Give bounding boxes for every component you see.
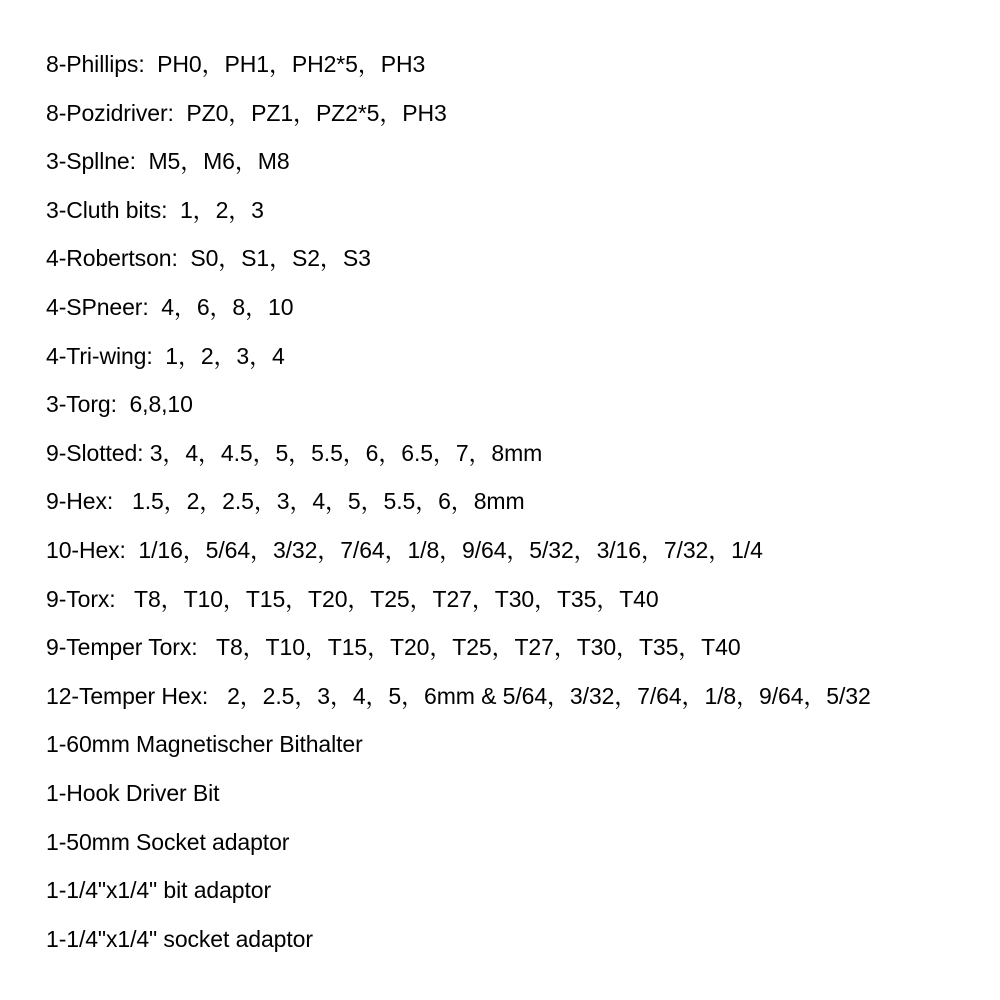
tri-wing-line: 4-Tri-wing: 1，2，3，4	[46, 342, 285, 369]
phillips-line: 8-Phillips: PH0，PH1，PH2*5，PH3	[46, 51, 426, 77]
slotted-line: 9-Slotted: 3，4，4.5，5，5.5，6，6.5，7，8mm	[46, 439, 543, 466]
hex-metric-line: 9-Hex: 1.5，2，2.5，3，4，5，5.5，6，8mm	[46, 488, 525, 515]
hex-imperial-line: 10-Hex: 1/16，5/64，3/32，7/64，1/8，9/64，5/32，3/16，7/32，1/4	[46, 536, 763, 563]
torq-line: 3-Torg: 6,8,10	[46, 391, 193, 418]
clutch-bits-line: 3-Cluth bits: 1，2，3	[46, 196, 264, 223]
tamper-hex-line: 12-Temper Hex: 2，2.5，3，4，5，6mm & 5/64，3/32，7/64，1/8，9/64，5/32	[46, 682, 871, 709]
robertson-line: 4-Robertson: S0，S1，S2，S3	[46, 245, 371, 272]
socket-adaptor-50mm-line: 1-50mm Socket adaptor	[46, 828, 290, 855]
hook-driver-bit-line: 1-Hook Driver Bit	[46, 779, 220, 806]
socket-adaptor-line: 1-1/4"x1/4" socket adaptor	[46, 925, 313, 952]
tamper-torx-line: 9-Temper Torx: T8，T10，T15，T20，T25，T27，T30，T35，T40	[46, 634, 741, 661]
spline-line: 3-Spllne: M5，M6，M8	[46, 148, 290, 175]
pozidriver-line: 8-Pozidriver: PZ0，PZ1，PZ2*5，PH3	[46, 99, 447, 126]
spanner-line: 4-SPneer: 4，6，8，10	[46, 293, 294, 320]
torx-line: 9-Torx: T8，T10，T15，T20，T25，T27，T30，T35，T40	[46, 585, 659, 612]
bit-holder-line: 1-60mm Magnetischer Bithalter	[46, 731, 363, 758]
bit-set-contents-list	[46, 40, 986, 963]
bit-adaptor-line: 1-1/4"x1/4" bit adaptor	[46, 877, 272, 904]
